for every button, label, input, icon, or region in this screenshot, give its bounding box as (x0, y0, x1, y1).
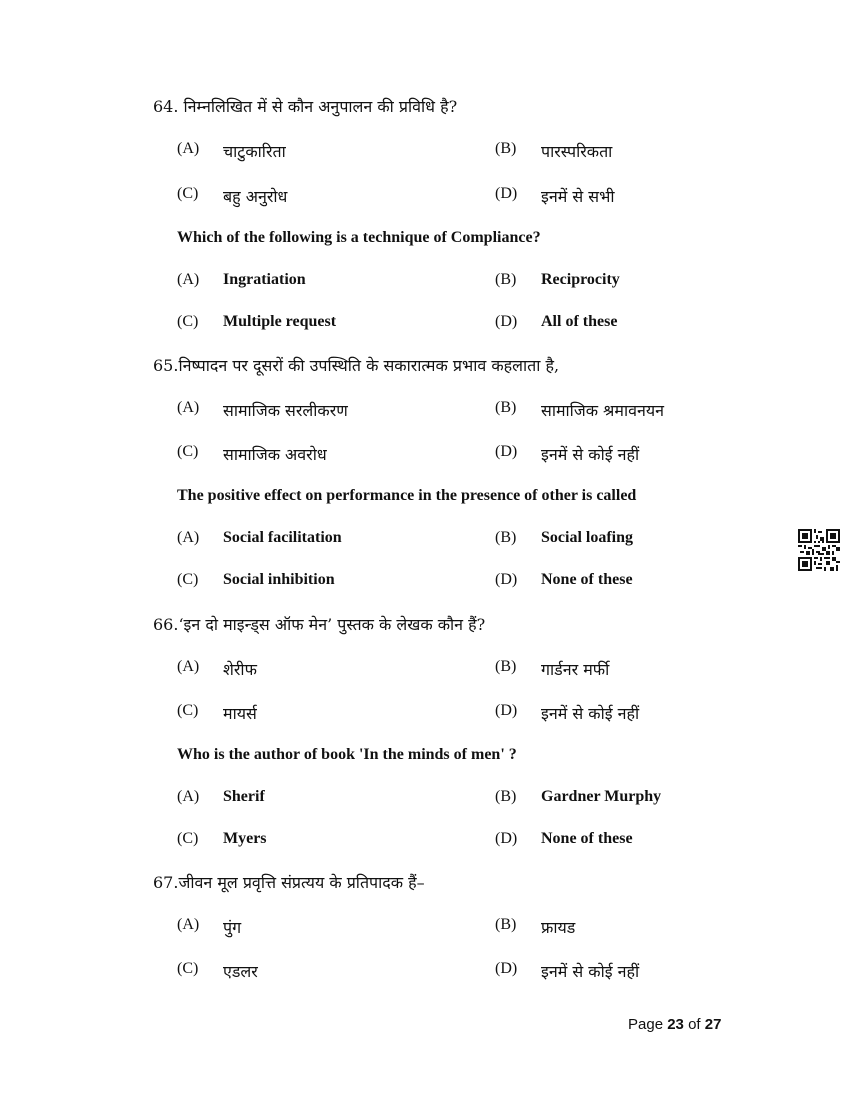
option-text: इनमें से कोई नहीं (541, 445, 640, 464)
option-text: All of these (541, 313, 618, 330)
question-66-english: Who is the author of book 'In the minds of men' ? (177, 746, 517, 763)
option-label: (A) (177, 271, 200, 288)
option-label: (A) (177, 788, 200, 805)
option-label: (A) (177, 399, 200, 416)
qr-code-icon (798, 529, 840, 571)
option-text: Reciprocity (541, 271, 620, 288)
option-label: (D) (495, 185, 518, 202)
option-label: (B) (495, 271, 517, 288)
question-64-hindi: 64. निम्नलिखित में से कौन अनुपालन की प्रविधि है? (153, 97, 458, 116)
option-label: (B) (495, 658, 517, 675)
option-text: एडलर (223, 962, 258, 981)
page-footer (628, 1016, 721, 1033)
option-text: चाटुकारिता (223, 142, 286, 161)
option-label: (B) (495, 529, 517, 546)
option-label: (B) (495, 399, 517, 416)
option-text: गार्डनर मर्फी (541, 660, 610, 679)
option-label: (C) (177, 830, 199, 847)
option-text: बहु अनुरोध (223, 187, 288, 206)
option-text: Social loafing (541, 529, 634, 546)
option-text: Myers (223, 830, 267, 847)
option-text: Gardner Murphy (541, 788, 662, 805)
option-text: Sherif (223, 788, 265, 805)
question-65-english: The positive effect on performance in the presence of other is called (177, 487, 637, 504)
option-text: None of these (541, 830, 633, 847)
option-text: शेरीफ (223, 660, 257, 679)
question-64-english: Which of the following is a technique of Compliance? (177, 229, 541, 246)
option-text: सामाजिक अवरोध (223, 445, 327, 464)
option-text: सामाजिक श्रमावनयन (541, 401, 665, 420)
option-label: (C) (177, 960, 199, 977)
option-label: (C) (177, 313, 199, 330)
option-label: (A) (177, 529, 200, 546)
option-text: सामाजिक सरलीकरण (223, 401, 348, 420)
option-label: (C) (177, 185, 199, 202)
option-text: Social facilitation (223, 529, 342, 546)
option-text: इनमें से सभी (541, 187, 615, 206)
option-label: (B) (495, 916, 517, 933)
option-text: Multiple request (223, 313, 337, 330)
option-label: (D) (495, 830, 518, 847)
page-total: 27 (704, 1016, 722, 1033)
option-text: None of these (541, 571, 633, 588)
option-text: इनमें से कोई नहीं (541, 962, 640, 981)
option-label: (C) (177, 702, 199, 719)
option-text: Ingratiation (223, 271, 306, 288)
question-67-hindi: 67.जीवन मूल प्रवृत्ति संप्रत्यय के प्रतिपादक हैं– (153, 873, 425, 892)
option-label: (A) (177, 140, 200, 157)
option-label: (D) (495, 571, 518, 588)
option-text: फ्रायड (541, 918, 576, 937)
page-prefix: Page (628, 1016, 664, 1033)
option-label: (C) (177, 443, 199, 460)
option-text: पारस्परिकता (541, 142, 613, 161)
option-label: (D) (495, 960, 518, 977)
option-label: (B) (495, 140, 517, 157)
page-of: of (688, 1016, 701, 1033)
option-label: (A) (177, 658, 200, 675)
option-text: इनमें से कोई नहीं (541, 704, 640, 723)
option-label: (A) (177, 916, 200, 933)
option-label: (D) (495, 702, 518, 719)
option-label: (D) (495, 443, 518, 460)
page-current: 23 (667, 1016, 684, 1033)
option-text: मायर्स (223, 704, 257, 723)
option-text: Social inhibition (223, 571, 335, 588)
option-label: (D) (495, 313, 518, 330)
question-66-hindi: 66.‘इन दो माइन्ड्स ऑफ मेन’ पुस्तक के लेखक कौन हैं? (153, 615, 486, 634)
option-label: (C) (177, 571, 199, 588)
option-text: पुंग (223, 918, 242, 937)
option-label: (B) (495, 788, 517, 805)
question-65-hindi: 65.निष्पादन पर दूसरों की उपस्थिति के सकारात्मक प्रभाव कहलाता है, (153, 356, 560, 375)
